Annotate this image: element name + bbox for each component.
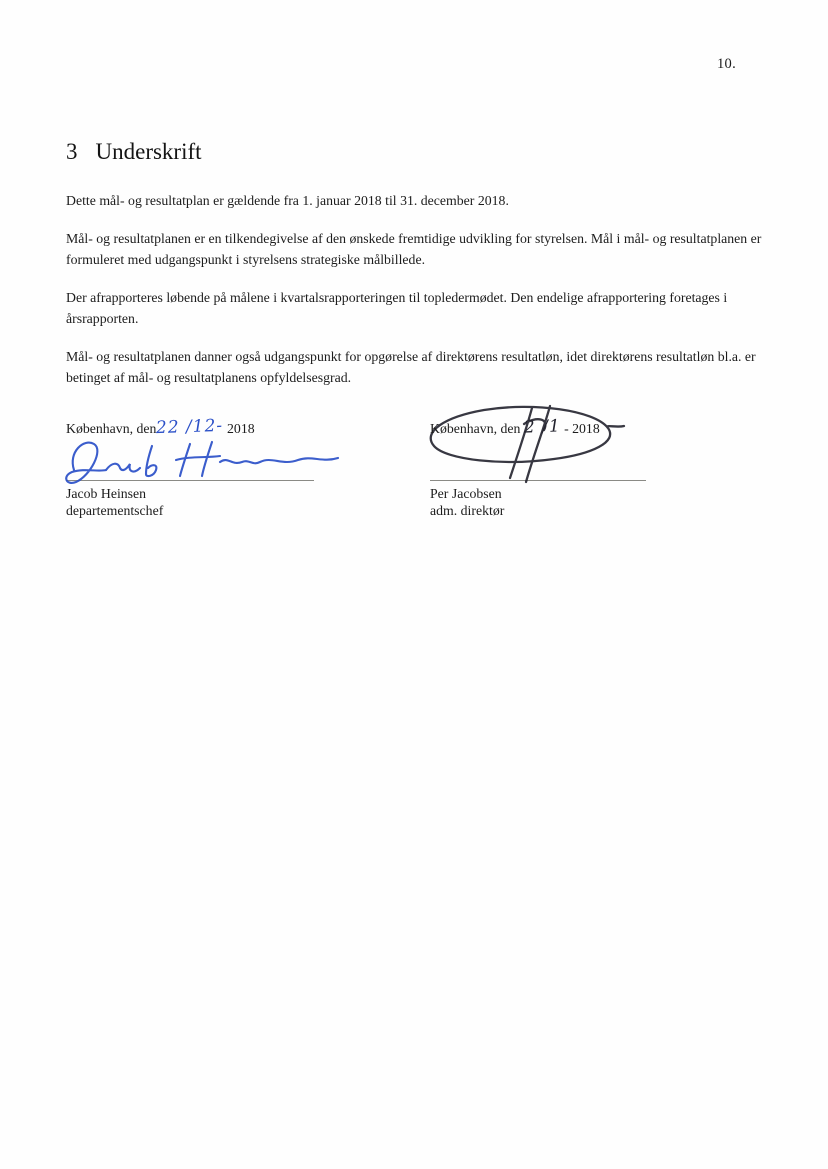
paragraph: Mål- og resultatplanen er en tilkendegivelse af den ønskede fremtidige udvikling for styrelsen. Mål i mål- og resultatplanen er formuleret med udgangspunkt i styrelsens strategiske målbillede. (66, 231, 762, 267)
page-number: 10. (716, 56, 736, 72)
place-label: København, den (66, 421, 157, 436)
year-label: - 2018 (564, 421, 600, 436)
section-number: 3 (66, 139, 78, 165)
body-text (66, 190, 764, 405)
signer-title: adm. direktør (430, 503, 505, 518)
paragraph: Der afrapporteres løbende på målene i kvartalsrapporteringen til topledermødet. Den endelige afrapportering foretages i årsrapporten. (66, 290, 728, 326)
signature-block-right (430, 418, 710, 519)
signature-date-line (66, 415, 366, 440)
signer-name: Jacob Heinsen (66, 486, 147, 501)
handwritten-date: 22 /12- (156, 415, 224, 439)
handwritten-signature-icon (412, 394, 652, 498)
section-title: Underskrift (95, 139, 202, 165)
handwritten-date: 2 /1 (523, 416, 561, 438)
paragraph: Mål- og resultatplanen danner også udgangspunkt for opgørelse af direktørens resultatløn, idet direktørens resultatløn bl.a. er betinget af mål- og resultatplanens opfyldelsesgrad. (66, 349, 756, 385)
signature-line (66, 440, 314, 481)
paragraph: Dette mål- og resultatplan er gældende fra 1. januar 2018 til 31. december 2018. (66, 193, 509, 208)
year-label: 2018 (227, 421, 255, 436)
section-heading (66, 139, 202, 165)
signature-line (430, 440, 646, 481)
signature-block-left (66, 415, 366, 519)
signature-date-line (430, 418, 710, 440)
place-label: København, den (430, 421, 521, 436)
handwritten-signature-icon (60, 432, 360, 492)
signer-name: Per Jacobsen (430, 486, 502, 501)
signer-title: departementschef (66, 503, 164, 518)
